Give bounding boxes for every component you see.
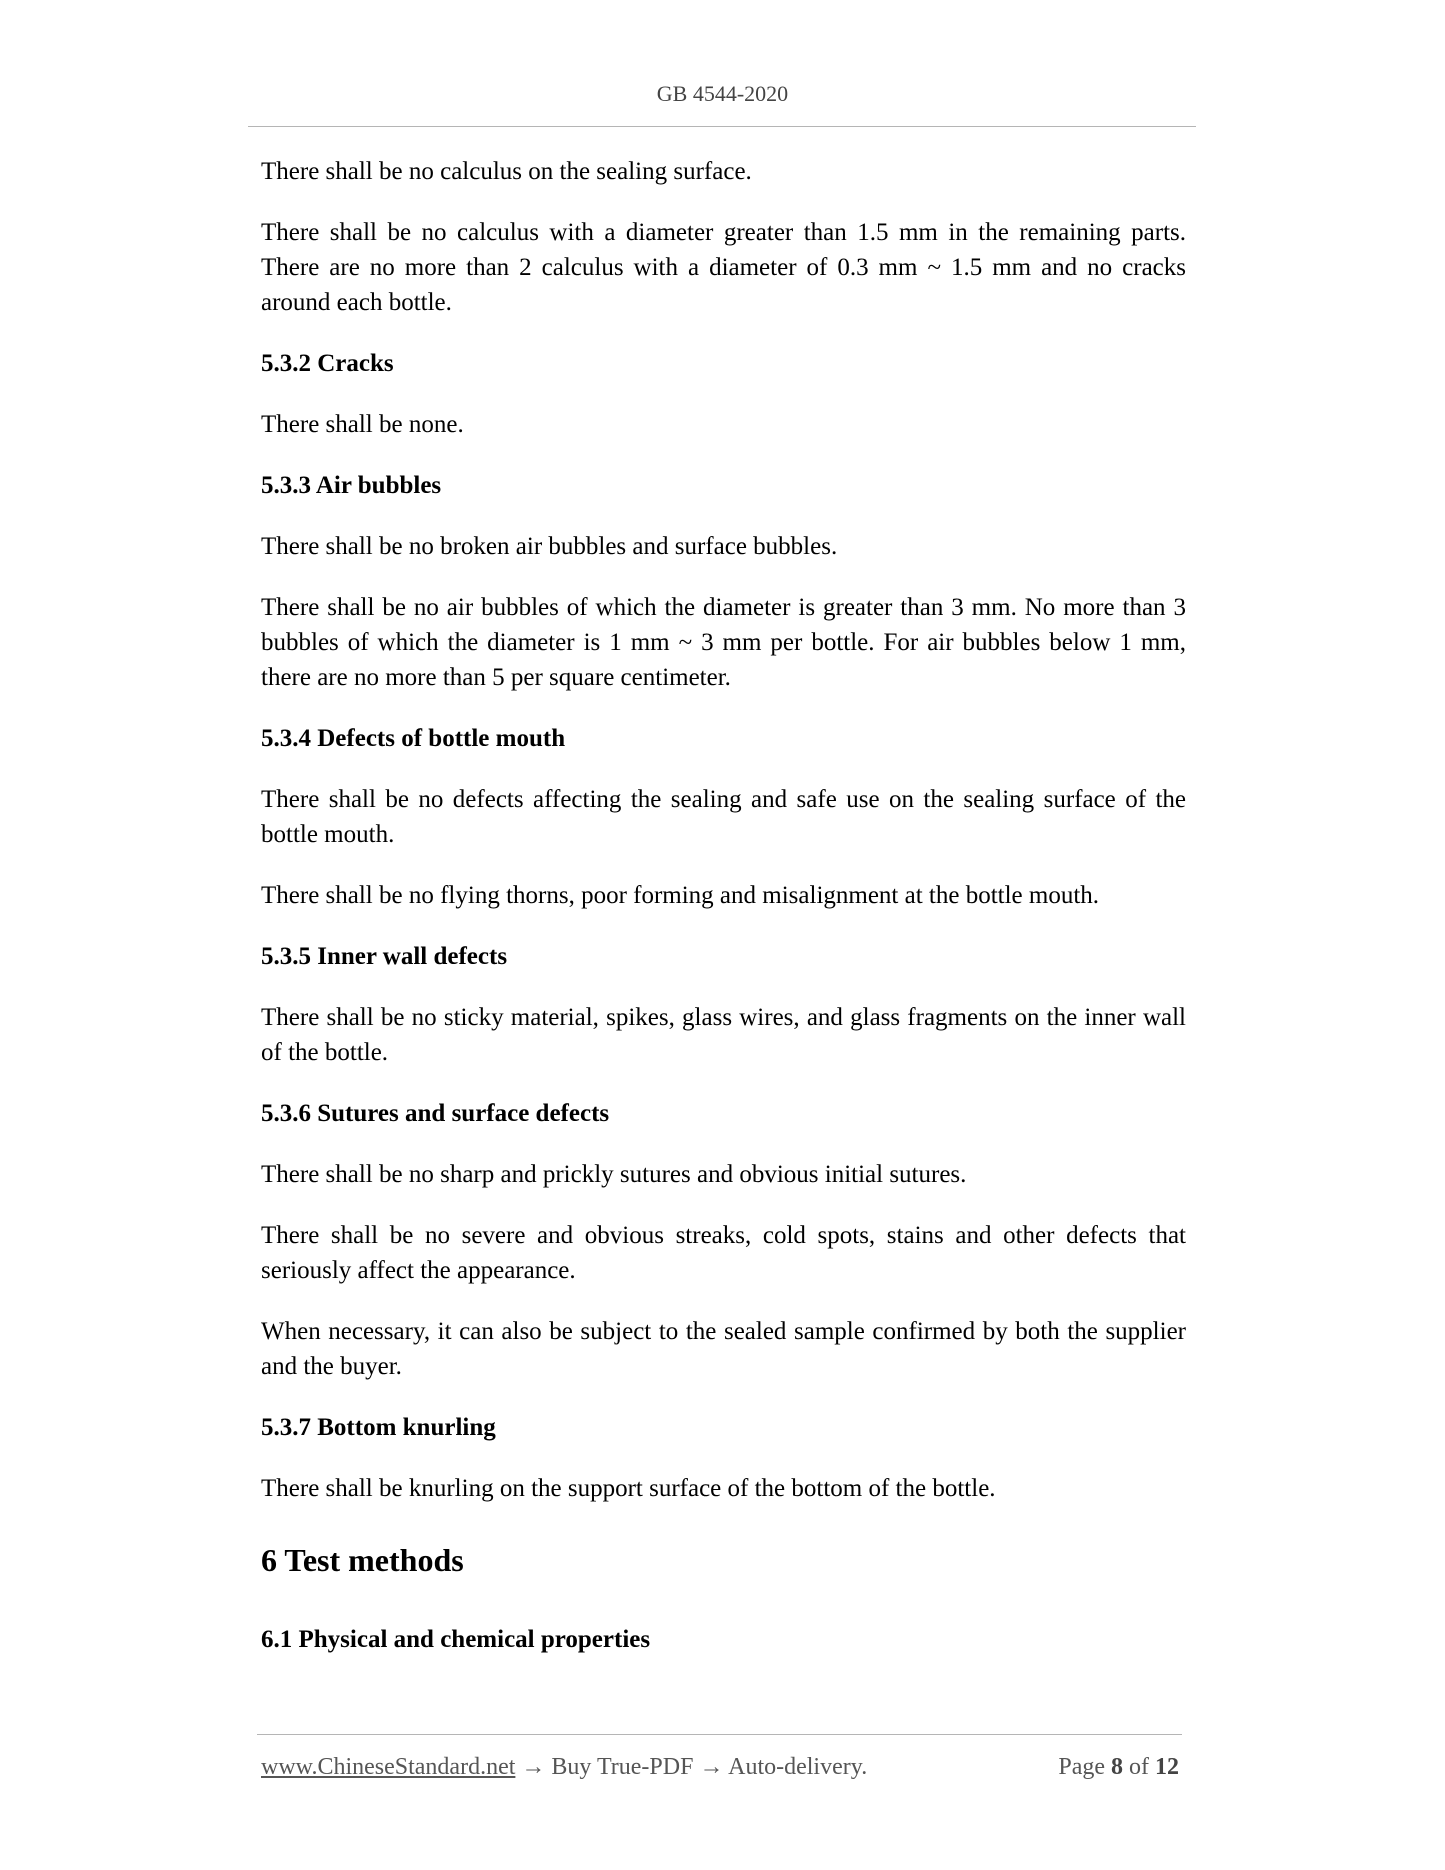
paragraph: There shall be no calculus on the sealing surface.: [261, 158, 752, 185]
paragraph: There shall be no defects affecting the sealing and safe use on the sealing surface of the bottle mouth.: [261, 786, 1186, 848]
header-divider: [248, 126, 1196, 127]
website-link[interactable]: www.ChineseStandard.net: [261, 1754, 516, 1780]
page-number: [1058, 1752, 1179, 1782]
document-id: GB 4544-2020: [656, 81, 789, 106]
footer-promo-text: → Buy True-PDF → Auto-delivery.: [515, 1754, 868, 1780]
paragraph: When necessary, it can also be subject to the sealed sample confirmed by both the supplier and the buyer.: [261, 1318, 1186, 1380]
page-label: Page: [1058, 1754, 1105, 1780]
paragraph: There shall be knurling on the support surface of the bottom of the bottle.: [261, 1475, 996, 1502]
footer-divider: [257, 1734, 1182, 1735]
paragraph: There shall be no sticky material, spikes, glass wires, and glass fragments on the inner wall of the bottle.: [261, 1004, 1186, 1066]
paragraph: There shall be no sharp and prickly sutures and obvious initial sutures.: [261, 1161, 967, 1188]
document-body: [261, 154, 1186, 1683]
chapter-heading-6: 6 Test methods: [261, 1542, 464, 1578]
of-label: of: [1129, 1754, 1149, 1780]
paragraph: There shall be none.: [261, 411, 464, 438]
paragraph: There shall be no air bubbles of which the diameter is greater than 3 mm. No more than 3 bubbles of which the diameter is 1 mm ~ 3 mm per bottle. For air bubbles below 1 mm, there are no more than 5 per square centimeter.: [261, 594, 1186, 691]
section-heading-5-3-5: 5.3.5 Inner wall defects: [261, 943, 508, 970]
footer-promo: [261, 1752, 867, 1782]
paragraph: There shall be no severe and obvious streaks, cold spots, stains and other defects that seriously affect the appearance.: [261, 1222, 1186, 1284]
section-heading-5-3-6: 5.3.6 Sutures and surface defects: [261, 1100, 610, 1127]
section-heading-5-3-3: 5.3.3 Air bubbles: [261, 472, 442, 499]
page-current: 8: [1111, 1754, 1123, 1780]
paragraph: There shall be no calculus with a diameter greater than 1.5 mm in the remaining parts. There are no more than 2 calculus with a diameter of 0.3 mm ~ 1.5 mm and no cracks around each bottle.: [261, 219, 1186, 316]
section-heading-5-3-7: 5.3.7 Bottom knurling: [261, 1414, 496, 1441]
document-header: [0, 82, 1445, 106]
section-heading-6-1: 6.1 Physical and chemical properties: [261, 1626, 651, 1653]
paragraph: There shall be no flying thorns, poor forming and misalignment at the bottle mouth.: [261, 882, 1100, 909]
section-heading-5-3-4: 5.3.4 Defects of bottle mouth: [261, 725, 566, 752]
paragraph: There shall be no broken air bubbles and surface bubbles.: [261, 533, 838, 560]
page-total: 12: [1155, 1754, 1179, 1780]
section-heading-5-3-2: 5.3.2 Cracks: [261, 350, 394, 377]
